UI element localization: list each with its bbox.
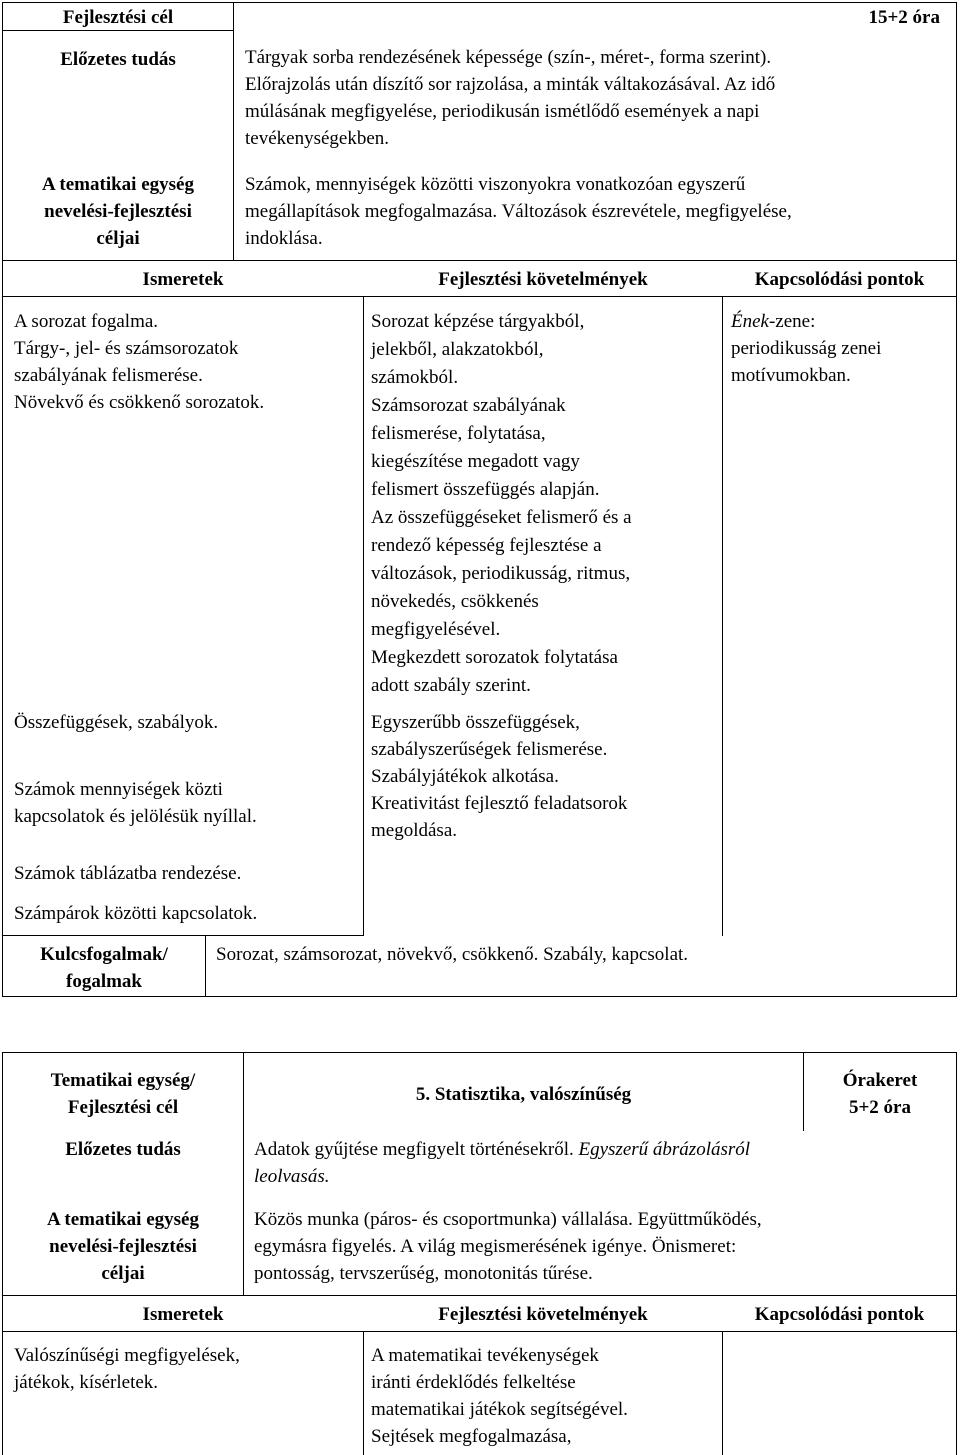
text-line: Számok mennyiségek közti (14, 779, 223, 800)
label-line: nevelési-fejlesztési (44, 201, 192, 222)
text-line: kapcsolatok és jelölésük nyíllal. (14, 806, 257, 827)
table2-divider (2, 1331, 957, 1332)
text-line: periodikusság zenei (731, 338, 882, 359)
text-line: indoklása. (245, 228, 323, 249)
text-line: Az összefüggéseket felismerő és a (371, 507, 632, 528)
text-line: Számsorozat szabályának (371, 395, 566, 416)
table2-goals-text (254, 1206, 762, 1287)
text-line: Egyszerűbb összefüggések, (371, 712, 580, 733)
table1-col-requirements: Fejlesztési követelmények (438, 269, 648, 290)
text-line: növekedés, csökkenés (371, 591, 539, 612)
table2-divider (2, 1295, 957, 1296)
table1-row2-knowledge-b (14, 776, 257, 830)
text-line (731, 308, 881, 335)
text-line: megfigyelésével. (371, 619, 501, 640)
text-line: játékok, kísérletek. (14, 1372, 159, 1393)
text-line: tevékenységekben. (245, 128, 390, 149)
table1-goals-text (245, 171, 792, 252)
text-line: kiegészítése megadott vagy (371, 451, 580, 472)
table1-row1-connections (731, 308, 881, 389)
label-line: A tematikai egység (42, 174, 194, 195)
table1-row2-knowledge-d: Számpárok közötti kapcsolatok. (14, 903, 258, 924)
table1-divider (363, 296, 364, 936)
text-line: Sejtések megfogalmazása, (371, 1426, 572, 1447)
text-line: Számok, mennyiségek közötti viszonyokra vonatkozóan egyszerű (245, 174, 746, 195)
table1-border-top (2, 2, 957, 3)
text-line: Növekvő és csökkenő sorozatok. (14, 392, 265, 413)
label-line: nevelési-fejlesztési (49, 1236, 197, 1257)
label-line: Fejlesztési cél (67, 1097, 179, 1118)
text-line: megoldása. (371, 820, 458, 841)
text-line: számokból. (371, 367, 459, 388)
text-line: megállapítások megfogalmazása. Változások észrevétele, megfigyelése, (245, 201, 792, 222)
table1-header-hours: 15+2 óra (868, 7, 940, 28)
text-line: Valószínűségi megfigyelések, (14, 1345, 240, 1366)
table1-divider (2, 296, 957, 297)
table2-goals-label (3, 1206, 243, 1287)
table1-border-right (956, 2, 957, 997)
label-line: Tematikai egység/ (50, 1070, 196, 1091)
table1-row1-knowledge (14, 308, 264, 416)
table1-prior-knowledge-label: Előzetes tudás (60, 49, 176, 70)
label-line: céljai (96, 228, 140, 249)
label-line: céljai (101, 1263, 145, 1284)
table2-col-requirements: Fejlesztési követelmények (438, 1304, 648, 1325)
text-line: szabályszerűségek felismerése. (371, 739, 608, 760)
table1-goals-label (3, 171, 233, 252)
table2-header-title: 5. Statisztika, valószínűség (415, 1084, 632, 1105)
text-line: iránti érdeklődés felkeltése (371, 1372, 576, 1393)
text-line: rendező képesség fejlesztése a (371, 535, 602, 556)
label-line: fogalmak (66, 971, 142, 992)
text-line: A sorozat fogalma. (14, 311, 159, 332)
text-line: leolvasás. (254, 1166, 330, 1187)
text-line: felismert összefüggés alapján. (371, 479, 600, 500)
table1-divider (2, 260, 957, 261)
table1-border-bottom (2, 996, 957, 997)
table2-row1-knowledge (14, 1342, 240, 1396)
table1-col-connections: Kapcsolódási pontok (754, 269, 925, 290)
table1-row2-requirements (371, 709, 627, 844)
text-line (254, 1136, 750, 1163)
text-line: egymásra figyelés. A világ megismerésének igénye. Önismeret: (254, 1236, 737, 1257)
subject-rest: -zene: (768, 311, 816, 332)
text-line: Tárgy-, jel- és számsorozatok (14, 338, 239, 359)
table1-header-goal: Fejlesztési cél (62, 7, 174, 28)
text-italic: Egyszerű ábrázolásról (578, 1139, 751, 1160)
text-line: A matematikai tevékenységek (371, 1345, 599, 1366)
table1-divider (205, 935, 206, 997)
table2-row1-requirements (371, 1342, 628, 1450)
table1-divider (722, 296, 723, 936)
table2-divider (363, 1331, 364, 1455)
table1-key-label (3, 941, 205, 995)
table2-border-top (2, 1052, 957, 1053)
table1-row2-knowledge-c: Számok táblázatba rendezése. (14, 863, 242, 884)
table1-prior-knowledge-text (245, 44, 775, 152)
text-line: Megkezdett sorozatok folytatása (371, 647, 618, 668)
label-line: Kulcsfogalmak/ (40, 944, 168, 965)
text-line: matematikai játékok segítségével. (371, 1399, 628, 1420)
table1-row1-requirements (371, 308, 632, 700)
text-line: Előrajzolás után díszítő sor rajzolása, a minták váltakozásával. Az idő (245, 74, 776, 95)
text-line: múlásának megfigyelése, periodikusán ismétlődő események a napi (245, 101, 760, 122)
table1-divider (233, 2, 234, 261)
text-line: motívumokban. (731, 365, 851, 386)
table2-border-right (956, 1052, 957, 1455)
text-line: szabályának felismerése. (14, 365, 203, 386)
table1-divider (2, 935, 364, 936)
table1-col-knowledge: Ismeretek (142, 269, 224, 290)
text-line: Közös munka (páros- és csoportmunka) vállalása. Együttműködés, (254, 1209, 762, 1230)
label-line: 5+2 óra (848, 1097, 911, 1118)
text-line: felismerése, folytatása, (371, 423, 546, 444)
text-line: pontosság, tervszerűség, monotonitás tűrése. (254, 1263, 593, 1284)
table2-divider (722, 1331, 723, 1455)
table2-header-hours (804, 1067, 956, 1121)
label-line: A tematikai egység (47, 1209, 199, 1230)
text-line: Kreativitást fejlesztő feladatsorok (371, 793, 628, 814)
text-line: jelekből, alakzatokból, (371, 339, 544, 360)
text-line: adott szabály szerint. (371, 675, 531, 696)
table2-prior-knowledge-text (254, 1136, 750, 1190)
subject-italic: Ének (731, 311, 769, 332)
label-line: Órakeret (842, 1070, 918, 1091)
table2-header-unit-label (3, 1067, 243, 1121)
text-line: Tárgyak sorba rendezésének képessége (szín-, méret-, forma szerint). (245, 47, 772, 68)
text-line: Szabályjátékok alkotása. (371, 766, 559, 787)
text-normal: Adatok gyűjtése megfigyelt történésekről. (254, 1139, 579, 1160)
table1-row2-knowledge-a: Összefüggések, szabályok. (14, 712, 219, 733)
table1-border-left (2, 2, 3, 997)
text-line: változások, periodikusság, ritmus, (371, 563, 631, 584)
table2-col-connections: Kapcsolódási pontok (754, 1304, 925, 1325)
table2-prior-knowledge-label: Előzetes tudás (65, 1139, 181, 1160)
table2-col-knowledge: Ismeretek (142, 1304, 224, 1325)
table1-key-text: Sorozat, számsorozat, növekvő, csökkenő. Szabály, kapcsolat. (216, 944, 689, 965)
text-line: Sorozat képzése tárgyakból, (371, 311, 585, 332)
